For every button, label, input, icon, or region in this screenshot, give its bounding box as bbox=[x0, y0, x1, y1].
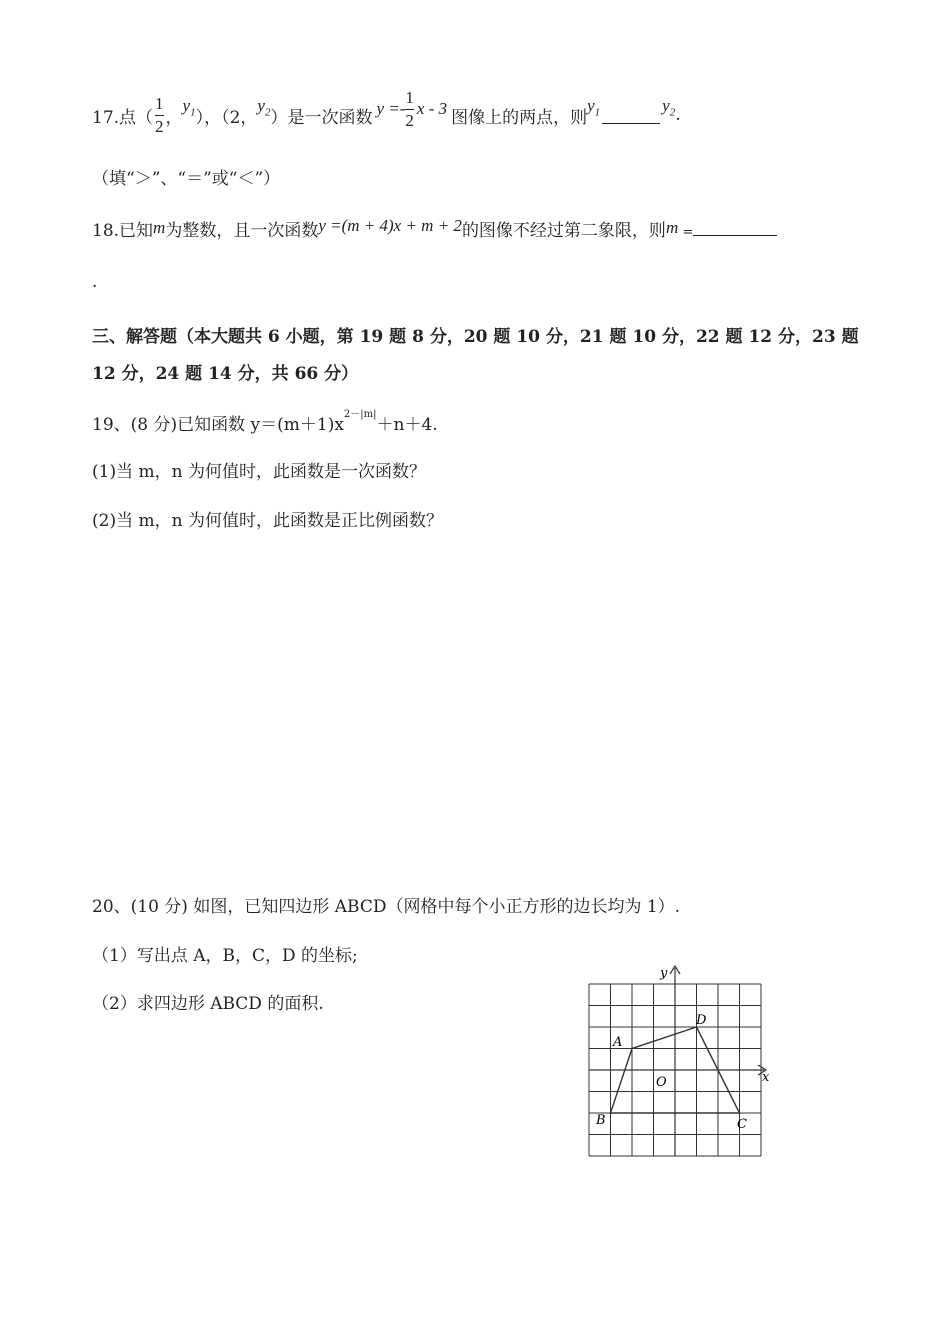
q18-mid1: 为整数，且一次函数 bbox=[165, 221, 319, 241]
q17-fraction-half bbox=[155, 93, 164, 138]
q17-close1: ），（2， bbox=[195, 107, 258, 128]
q20-part1: （1）写出点 A，B，C，D 的坐标; bbox=[92, 946, 358, 966]
point-b-label: B bbox=[596, 1113, 606, 1128]
point-d-label: D bbox=[696, 1013, 707, 1028]
q17-y2-sub: 2 bbox=[264, 106, 271, 119]
grid-svg bbox=[580, 964, 780, 1164]
q18-m2: m bbox=[665, 218, 679, 237]
q17-fraction-half-2 bbox=[405, 87, 414, 132]
q17-frac2-numerator: 1 bbox=[405, 87, 414, 107]
q19-exponent: 2－|m| bbox=[343, 409, 377, 421]
q17-answer-blank[interactable] bbox=[602, 107, 660, 124]
q17-answer-y1 bbox=[587, 96, 600, 118]
q19-part1: (1)当 m，n 为何值时，此函数是一次函数？ bbox=[92, 462, 426, 482]
q19-stem bbox=[92, 410, 438, 435]
q17-hint: （填“＞”、“＝”或“＜”） bbox=[92, 169, 281, 189]
coordinate-grid-figure bbox=[580, 964, 780, 1169]
q19-stem-b: ＋n＋4. bbox=[376, 415, 438, 435]
section3-title-line2: 12 分，24 题 14 分，共 66 分） bbox=[92, 364, 359, 384]
point-c-label: C bbox=[737, 1117, 747, 1132]
q20-stem: 20、(10 分) 如图，已知四边形 ABCD（网格中每个小正方形的边长均为 1）. bbox=[92, 897, 681, 917]
q17-tail: 图像上的两点，则 bbox=[451, 107, 588, 128]
q17-answer-y1-var: y bbox=[587, 95, 595, 115]
q17-y1-sub: 1 bbox=[190, 106, 196, 119]
q17-frac2-denominator: 2 bbox=[405, 110, 414, 130]
q19-stem-a: 19、(8 分)已知函数 y＝(m＋1)x bbox=[92, 415, 344, 435]
q18-line bbox=[92, 216, 777, 241]
q17-line bbox=[92, 80, 681, 150]
q17-func-rhs: x - 3 bbox=[416, 99, 448, 118]
q20-part2: （2）求四边形 ABCD 的面积. bbox=[92, 994, 324, 1014]
q17-frac1-denominator: 2 bbox=[155, 116, 164, 136]
q17-y1 bbox=[183, 96, 196, 118]
axis-y-label: y bbox=[660, 966, 668, 981]
q18-function: y =(m + 4)x + m + 2 bbox=[318, 216, 462, 235]
q17-function bbox=[376, 87, 447, 132]
q18-answer-blank[interactable] bbox=[693, 217, 777, 236]
q17-close2: ）是一次函数 bbox=[270, 107, 373, 128]
q17-answer-y2 bbox=[662, 96, 675, 118]
q17-y2 bbox=[257, 96, 270, 118]
q17-period: . bbox=[675, 105, 681, 125]
point-a-label: A bbox=[613, 1035, 623, 1050]
q17-answer-y2-var: y bbox=[662, 95, 670, 115]
q18-mid2: 的图像不经过第二象限，则 bbox=[461, 221, 666, 241]
q18-dot: . bbox=[92, 272, 98, 292]
q17-y1-var: y bbox=[182, 95, 191, 115]
q18-prefix: 18.已知 bbox=[92, 221, 154, 241]
q17-frac1-numerator: 1 bbox=[155, 93, 164, 113]
q17-prefix: 17.点（ bbox=[92, 107, 154, 128]
q17-answer-y2-sub: 2 bbox=[669, 106, 676, 119]
q17-func-lhs: y =- bbox=[376, 99, 406, 118]
axis-x-label: x bbox=[762, 1070, 770, 1085]
q17-y2-var: y bbox=[257, 95, 265, 115]
q17-answer-y1-sub: 1 bbox=[594, 106, 601, 119]
q17-comma: ， bbox=[165, 107, 183, 128]
q18-m: m bbox=[153, 218, 166, 237]
q19-part2: (2)当 m，n 为何值时，此函数是正比例函数？ bbox=[92, 511, 443, 531]
section3-title-line1: 三、解答题（本大题共 6 小题，第 19 题 8 分，20 题 10 分，21 题 10 分，22 题 12 分，23 题 bbox=[92, 327, 859, 347]
q18-eq: = bbox=[678, 225, 694, 240]
origin-label: O bbox=[656, 1075, 667, 1090]
